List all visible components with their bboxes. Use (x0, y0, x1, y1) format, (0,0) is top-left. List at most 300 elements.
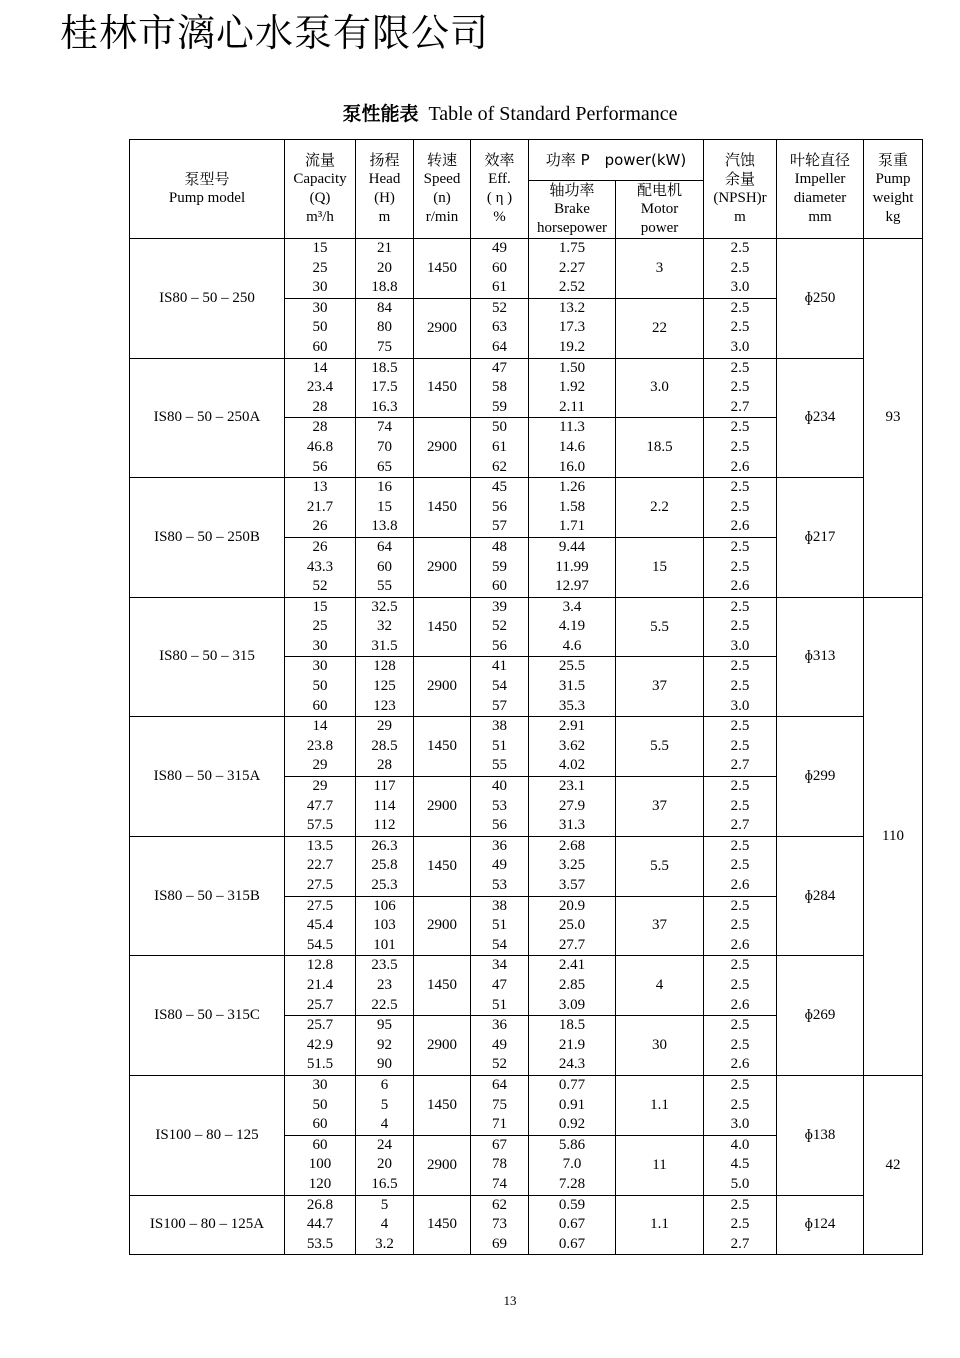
efficiency-cell (471, 896, 529, 956)
head-cell-value: 64 (377, 538, 392, 555)
motor-power-cell: 3.0 (616, 358, 704, 418)
efficiency-cell (471, 1016, 529, 1076)
header-motor: 配电机 Motor power (616, 181, 704, 239)
brake-power-cell-value: 4.02 (558, 757, 586, 774)
npsh-cell-value: 2.5 (730, 797, 750, 814)
head-cell-value: 22.5 (371, 996, 398, 1013)
speed-cell: 1450 (414, 597, 471, 657)
head-cell-value: 24 (377, 1136, 392, 1153)
npsh-cell-value: 2.5 (730, 976, 750, 993)
brake-power-cell-value: 3.09 (558, 996, 586, 1013)
efficiency-cell (471, 777, 529, 837)
head-cell-value: 65 (377, 458, 392, 475)
brake-power-cell (529, 956, 616, 1016)
flow-cell-value: 30 (312, 1076, 328, 1093)
header-flow: 流量 Capacity (Q) m³/h (285, 140, 356, 239)
npsh-cell-value: 2.5 (730, 1196, 750, 1213)
motor-power-cell: 37 (616, 896, 704, 956)
flow-cell-value: 28 (312, 419, 328, 436)
efficiency-cell-value: 71 (492, 1116, 507, 1133)
npsh-cell (704, 298, 777, 358)
npsh-cell-value: 2.5 (730, 240, 750, 256)
npsh-cell-value: 2.5 (730, 438, 750, 455)
npsh-cell-value: 3.0 (730, 279, 750, 296)
flow-cell-value: 28 (312, 398, 328, 415)
brake-power-cell-value: 13.2 (558, 299, 586, 316)
speed-cell: 2900 (414, 1135, 471, 1195)
efficiency-cell-value: 49 (492, 1036, 507, 1053)
npsh-cell-value: 3.0 (730, 1116, 750, 1133)
flow-cell-value: 120 (308, 1175, 332, 1192)
pump-model-cell: IS100 – 80 – 125 (130, 1075, 285, 1195)
efficiency-cell-value: 75 (492, 1096, 507, 1113)
flow-cell-value: 30 (312, 658, 328, 675)
npsh-cell (704, 777, 777, 837)
npsh-cell-value: 4.0 (730, 1136, 750, 1153)
npsh-cell-value: 2.5 (730, 658, 750, 675)
motor-power-cell: 11 (616, 1135, 704, 1195)
speed-cell: 2900 (414, 537, 471, 597)
brake-power-cell-value: 4.6 (562, 637, 582, 654)
table-row (130, 717, 923, 777)
brake-power-cell-value: 1.71 (558, 518, 586, 535)
flow-cell-value: 25.7 (306, 1017, 334, 1034)
brake-power-cell (529, 896, 616, 956)
flow-cell-value: 27.5 (306, 897, 334, 914)
efficiency-cell-value: 56 (492, 637, 507, 654)
head-cell-value: 125 (373, 678, 396, 695)
npsh-cell (704, 239, 777, 299)
pump-model-cell: IS80 – 50 – 250 (130, 239, 285, 359)
npsh-cell (704, 956, 777, 1016)
brake-power-cell (529, 836, 616, 896)
motor-power-cell: 30 (616, 1016, 704, 1076)
brake-power-cell-value: 1.92 (558, 379, 586, 396)
flow-cell-value: 44.7 (306, 1216, 334, 1233)
efficiency-cell-value: 36 (492, 1017, 507, 1034)
efficiency-cell-value: 56 (492, 817, 507, 834)
npsh-cell (704, 537, 777, 597)
efficiency-cell-value: 57 (492, 518, 507, 535)
header-brake: 轴功率 Brake horsepower (529, 181, 616, 239)
npsh-cell-value: 2.5 (730, 897, 750, 914)
efficiency-cell (471, 1135, 529, 1195)
brake-power-cell-value: 3.25 (558, 857, 586, 874)
table-title (0, 100, 960, 128)
table-row (130, 836, 923, 896)
npsh-cell-value: 2.5 (730, 498, 750, 515)
brake-power-cell-value: 0.92 (558, 1116, 586, 1133)
head-cell-value: 28 (377, 757, 392, 774)
speed-cell: 1450 (414, 1195, 471, 1255)
head-cell-value: 6 (380, 1076, 389, 1093)
flow-cell (285, 597, 356, 657)
efficiency-cell-value: 56 (492, 498, 507, 515)
efficiency-cell (471, 717, 529, 777)
head-cell-value: 31.5 (371, 637, 398, 654)
efficiency-cell (471, 478, 529, 538)
flow-cell-value: 25 (312, 259, 328, 276)
npsh-cell-value: 2.5 (730, 678, 750, 695)
flow-cell-value: 53.5 (306, 1235, 334, 1252)
npsh-cell-value: 2.6 (730, 877, 750, 893)
flow-cell-value: 26 (312, 518, 328, 535)
npsh-cell (704, 1135, 777, 1195)
table-title-cn: 泵性能表 (342, 103, 419, 125)
table-row (130, 956, 923, 1016)
efficiency-cell-value: 47 (492, 359, 507, 376)
flow-cell-value: 51.5 (306, 1056, 334, 1073)
head-cell-value: 17.5 (371, 379, 398, 396)
flow-cell (285, 1075, 356, 1135)
brake-power-cell-value: 2.11 (559, 398, 585, 415)
brake-power-cell-value: 31.3 (558, 817, 586, 834)
table-row (130, 358, 923, 418)
efficiency-cell-value: 36 (492, 837, 507, 854)
flow-cell-value: 29 (312, 778, 328, 795)
table-row (130, 239, 923, 299)
efficiency-cell-value: 51 (492, 917, 507, 934)
efficiency-cell (471, 358, 529, 418)
npsh-cell (704, 1075, 777, 1135)
brake-power-cell-value: 17.3 (558, 319, 586, 336)
motor-power-cell: 1.1 (616, 1195, 704, 1255)
head-cell (356, 836, 414, 896)
speed-cell: 1450 (414, 358, 471, 418)
flow-cell-value: 25.7 (306, 996, 334, 1013)
flow-cell-value: 60 (312, 338, 328, 355)
brake-power-cell (529, 298, 616, 358)
speed-cell: 2900 (414, 657, 471, 717)
brake-power-cell (529, 717, 616, 777)
head-cell (356, 717, 414, 777)
speed-cell: 1450 (414, 239, 471, 299)
brake-power-cell-value: 11.99 (555, 558, 589, 575)
efficiency-cell (471, 239, 529, 299)
efficiency-cell-value: 48 (492, 538, 507, 555)
motor-power-cell: 5.5 (616, 717, 704, 777)
flow-cell-value: 23.8 (306, 737, 334, 754)
efficiency-cell-value: 60 (492, 259, 507, 276)
brake-power-cell (529, 1075, 616, 1135)
header-npsh: 汽蚀 余量 (NPSH)r m (704, 140, 777, 239)
brake-power-cell-value: 31.5 (558, 678, 586, 695)
flow-cell-value: 15 (312, 240, 328, 256)
efficiency-cell-value: 41 (492, 658, 507, 675)
efficiency-cell-value: 52 (492, 299, 507, 316)
efficiency-cell-value: 53 (492, 797, 507, 814)
flow-cell-value: 56 (312, 458, 328, 475)
head-cell-value: 18.8 (371, 279, 398, 296)
npsh-cell-value: 2.5 (730, 419, 750, 436)
efficiency-cell-value: 67 (492, 1136, 507, 1153)
npsh-cell-value: 2.5 (730, 957, 750, 974)
impeller-diameter-cell: ɸ284 (777, 836, 864, 956)
head-cell-value: 16.3 (371, 398, 398, 415)
motor-power-cell: 22 (616, 298, 704, 358)
flow-cell-value: 47.7 (306, 797, 334, 814)
motor-power-cell: 5.5 (616, 836, 704, 896)
motor-power-cell: 37 (616, 777, 704, 837)
npsh-cell-value: 2.5 (730, 737, 750, 754)
flow-cell-value: 13.5 (306, 837, 334, 854)
efficiency-cell-value: 34 (492, 957, 507, 974)
brake-power-cell-value: 18.5 (558, 1017, 586, 1034)
npsh-cell-value: 2.5 (730, 618, 750, 635)
brake-power-cell-value: 14.6 (558, 438, 586, 455)
impeller-diameter-cell: ɸ217 (777, 478, 864, 598)
brake-power-cell-value: 2.91 (558, 718, 586, 735)
head-cell (356, 657, 414, 717)
efficiency-cell-value: 49 (492, 857, 507, 874)
efficiency-cell (471, 657, 529, 717)
flow-cell-value: 14 (312, 718, 328, 735)
speed-cell: 1450 (414, 836, 471, 896)
efficiency-cell (471, 597, 529, 657)
head-cell (356, 358, 414, 418)
brake-power-cell (529, 1016, 616, 1076)
flow-cell-value: 14 (312, 359, 328, 376)
npsh-cell-value: 2.5 (730, 1096, 750, 1113)
npsh-cell-value: 2.5 (730, 857, 750, 874)
efficiency-cell-value: 64 (492, 1076, 507, 1093)
head-cell-value: 13.8 (371, 518, 398, 535)
flow-cell (285, 956, 356, 1016)
head-cell-value: 20 (377, 259, 392, 276)
flow-cell-value: 100 (308, 1156, 332, 1173)
npsh-cell (704, 1195, 777, 1255)
brake-power-cell (529, 239, 616, 299)
flow-cell (285, 358, 356, 418)
flow-cell-value: 60 (312, 1136, 328, 1153)
brake-power-cell-value: 27.9 (558, 797, 586, 814)
brake-power-cell (529, 657, 616, 717)
brake-power-cell-value: 2.68 (558, 837, 586, 854)
efficiency-cell-value: 51 (492, 996, 507, 1013)
head-cell-value: 18.5 (371, 359, 398, 376)
efficiency-cell-value: 49 (492, 240, 507, 256)
brake-power-cell-value: 2.52 (558, 279, 586, 296)
brake-power-cell-value: 19.2 (558, 338, 586, 355)
npsh-cell-value: 3.0 (730, 697, 750, 714)
npsh-cell (704, 418, 777, 478)
head-cell (356, 956, 414, 1016)
speed-cell: 1450 (414, 1075, 471, 1135)
efficiency-cell-value: 62 (492, 1196, 507, 1213)
head-cell (356, 1075, 414, 1135)
efficiency-cell-value: 51 (492, 737, 507, 754)
brake-power-cell (529, 358, 616, 418)
npsh-cell-value: 2.5 (730, 1076, 750, 1093)
flow-cell-value: 27.5 (306, 877, 334, 893)
flow-cell-value: 52 (312, 578, 328, 595)
brake-power-cell-value: 0.59 (558, 1196, 586, 1213)
efficiency-cell (471, 956, 529, 1016)
brake-power-cell-value: 1.58 (558, 498, 586, 515)
npsh-cell-value: 2.5 (730, 259, 750, 276)
head-cell-value: 32.5 (371, 598, 398, 615)
npsh-cell-value: 2.6 (730, 1056, 750, 1073)
npsh-cell-value: 2.7 (730, 757, 750, 774)
head-cell (356, 478, 414, 538)
brake-power-cell (529, 478, 616, 538)
table-title-en: Table of Standard Performance (428, 103, 678, 125)
efficiency-cell-value: 52 (492, 618, 507, 635)
head-cell-value: 28.5 (371, 737, 398, 754)
header-power: 功率 P power(kW) (529, 140, 704, 181)
header-efficiency: 效率 Eff. ( η ) % (471, 140, 529, 239)
brake-power-cell-value: 12.97 (555, 578, 589, 595)
flow-cell-value: 50 (312, 1096, 328, 1113)
pump-model-cell: IS80 – 50 – 315C (130, 956, 285, 1076)
flow-cell-value: 23.4 (306, 379, 334, 396)
impeller-diameter-cell: ɸ299 (777, 717, 864, 837)
flow-cell-value: 15 (312, 598, 328, 615)
head-cell (356, 298, 414, 358)
efficiency-cell-value: 38 (492, 897, 507, 914)
flow-cell-value: 21.7 (306, 498, 334, 515)
flow-cell-value: 60 (312, 697, 328, 714)
efficiency-cell-value: 61 (492, 438, 507, 455)
head-cell-value: 32 (377, 618, 392, 635)
header-impeller: 叶轮直径 Impeller diameter mm (777, 140, 864, 239)
npsh-cell-value: 2.6 (730, 996, 750, 1013)
efficiency-cell-value: 64 (492, 338, 507, 355)
npsh-cell-value: 2.5 (730, 778, 750, 795)
head-cell-value: 5 (380, 1096, 389, 1113)
efficiency-cell-value: 50 (492, 419, 507, 436)
brake-power-cell-value: 3.4 (562, 598, 582, 615)
flow-cell (285, 896, 356, 956)
efficiency-cell-value: 55 (492, 757, 507, 774)
flow-cell (285, 717, 356, 777)
npsh-cell (704, 896, 777, 956)
head-cell-value: 26.3 (371, 837, 398, 854)
flow-cell-value: 21.4 (306, 976, 334, 993)
flow-cell-value: 25 (312, 618, 328, 635)
impeller-diameter-cell: ɸ269 (777, 956, 864, 1076)
head-cell-value: 16.5 (371, 1175, 398, 1192)
head-cell-value: 70 (377, 438, 392, 455)
efficiency-cell (471, 1195, 529, 1255)
npsh-cell-value: 2.5 (730, 538, 750, 555)
speed-cell: 2900 (414, 298, 471, 358)
head-cell (356, 239, 414, 299)
npsh-cell-value: 2.7 (730, 1235, 750, 1252)
flow-cell-value: 57.5 (306, 817, 334, 834)
brake-power-cell-value: 2.27 (558, 259, 586, 276)
page-number: 13 (503, 1293, 517, 1308)
speed-cell: 2900 (414, 418, 471, 478)
head-cell-value: 128 (373, 658, 396, 675)
efficiency-cell-value: 59 (492, 398, 507, 415)
npsh-cell (704, 657, 777, 717)
head-cell-value: 60 (377, 558, 392, 575)
pump-model-cell: IS80 – 50 – 315 (130, 597, 285, 717)
brake-power-cell-value: 2.41 (558, 957, 586, 974)
header-head: 扬程 Head (H) m (356, 140, 414, 239)
motor-power-cell: 2.2 (616, 478, 704, 538)
brake-power-cell (529, 1195, 616, 1255)
motor-power-cell: 15 (616, 537, 704, 597)
flow-cell (285, 1135, 356, 1195)
npsh-cell-value: 2.6 (730, 518, 750, 535)
npsh-cell-value: 2.5 (730, 379, 750, 396)
head-cell-value: 106 (373, 897, 396, 914)
flow-cell-value: 26.8 (306, 1196, 334, 1213)
head-cell-value: 80 (377, 319, 392, 336)
header-speed: 转速 Speed (n) r/min (414, 140, 471, 239)
impeller-diameter-cell: ɸ234 (777, 358, 864, 478)
impeller-diameter-cell: ɸ313 (777, 597, 864, 717)
head-cell (356, 537, 414, 597)
pump-weight-cell: 42 (864, 1075, 923, 1254)
flow-cell-value: 45.4 (306, 917, 334, 934)
efficiency-cell-value: 47 (492, 976, 507, 993)
brake-power-cell-value: 5.86 (558, 1136, 586, 1153)
flow-cell-value: 42.9 (306, 1036, 334, 1053)
motor-power-cell: 3 (616, 239, 704, 299)
efficiency-cell-value: 57 (492, 697, 507, 714)
flow-cell (285, 239, 356, 299)
efficiency-cell-value: 60 (492, 578, 507, 595)
brake-power-cell-value: 1.26 (558, 479, 586, 496)
brake-power-cell-value: 16.0 (558, 458, 586, 475)
head-cell-value: 55 (377, 578, 392, 595)
pump-model-cell: IS80 – 50 – 250A (130, 358, 285, 478)
npsh-cell-value: 3.0 (730, 338, 750, 355)
efficiency-cell (471, 836, 529, 896)
flow-cell-value: 60 (312, 1116, 328, 1133)
impeller-diameter-cell: ɸ124 (777, 1195, 864, 1255)
npsh-cell-value: 2.5 (730, 558, 750, 575)
npsh-cell-value: 2.6 (730, 458, 750, 475)
npsh-cell (704, 1016, 777, 1076)
brake-power-cell-value: 9.44 (558, 538, 586, 555)
head-cell-value: 20 (377, 1156, 392, 1173)
npsh-cell (704, 478, 777, 538)
pump-model-cell: IS100 – 80 – 125A (130, 1195, 285, 1255)
efficiency-cell-value: 58 (492, 379, 507, 396)
flow-cell (285, 298, 356, 358)
table-row (130, 597, 923, 657)
head-cell-value: 117 (373, 778, 396, 795)
npsh-cell-value: 2.5 (730, 837, 750, 854)
brake-power-cell (529, 777, 616, 837)
flow-cell-value: 30 (312, 299, 328, 316)
brake-power-cell-value: 3.62 (558, 737, 586, 754)
brake-power-cell-value: 27.7 (558, 936, 586, 953)
brake-power-cell-value: 35.3 (558, 697, 586, 714)
speed-cell: 1450 (414, 956, 471, 1016)
brake-power-cell-value: 1.50 (558, 359, 586, 376)
flow-cell (285, 777, 356, 837)
npsh-cell (704, 836, 777, 896)
head-cell-value: 29 (377, 718, 392, 735)
flow-cell-value: 50 (312, 319, 328, 336)
brake-power-cell (529, 537, 616, 597)
speed-cell: 1450 (414, 717, 471, 777)
npsh-cell-value: 2.5 (730, 359, 750, 376)
brake-power-cell-value: 0.91 (558, 1096, 586, 1113)
efficiency-cell-value: 63 (492, 319, 507, 336)
head-cell-value: 101 (373, 936, 396, 953)
flow-cell (285, 1016, 356, 1076)
efficiency-cell (471, 1075, 529, 1135)
flow-cell (285, 537, 356, 597)
pump-model-cell: IS80 – 50 – 315A (130, 717, 285, 837)
brake-power-cell-value: 25.5 (558, 658, 586, 675)
